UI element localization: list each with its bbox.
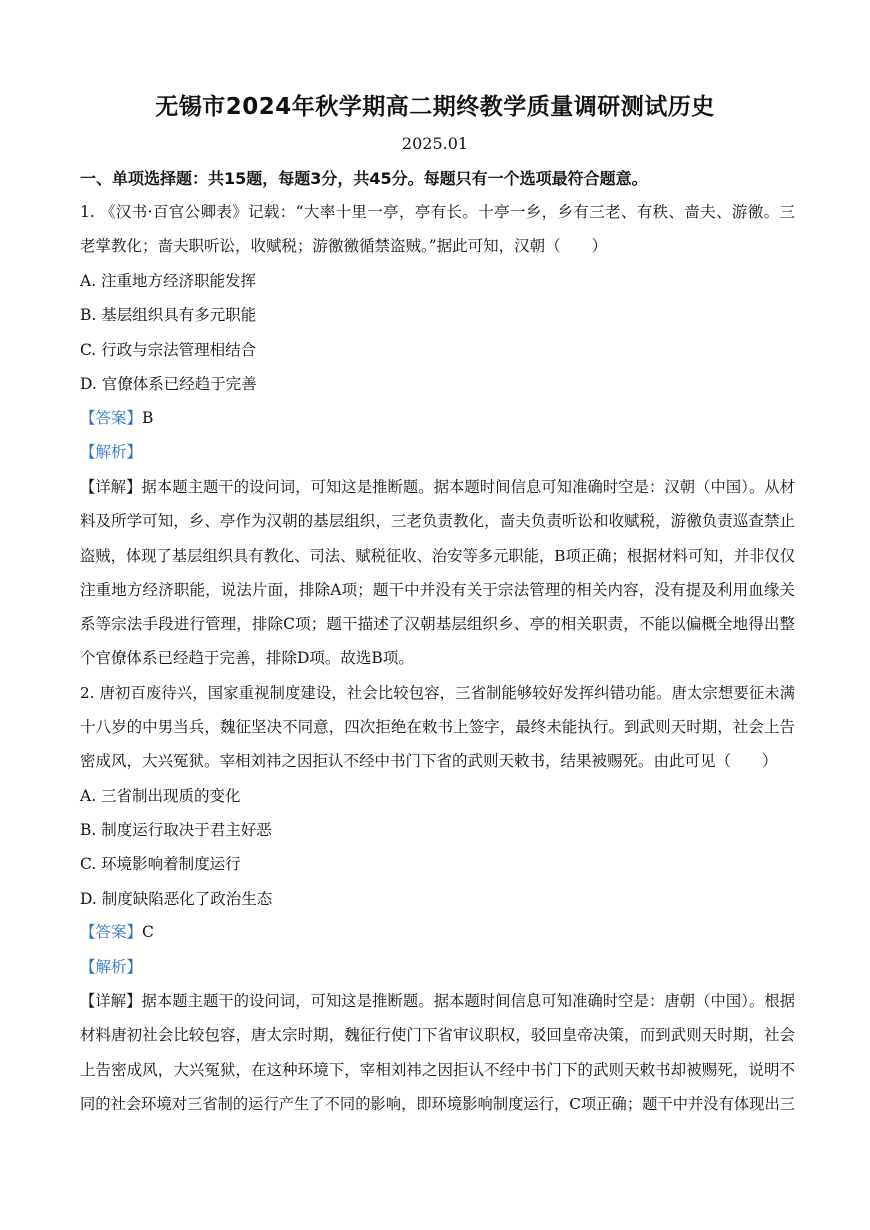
question-2-option-b: B. 制度运行取决于君主好恶 [80,821,272,839]
section-header: 一、单项选择题：共15题，每题3分，共45分。每题只有一个选项最符合题意。 [80,169,648,188]
question-2-detail-line-3: 上告密成风，大兴冤狱，在这种环境下，宰相刘祎之因拒认不经中书门下的武则天敕书却被赐死，说明不 [80,1061,795,1079]
document-title: 无锡市2024年秋学期高二期终教学质量调研测试历史 [155,94,715,120]
answer-tag: 【答案】 [80,409,143,427]
detail-text: 据本题主题干的设问词，可知这是推断题。据本题时间信息可知准确时空是：汉朝（中国）。从材 [141,478,796,496]
question-2-option-c: C. 环境影响着制度运行 [80,855,241,873]
question-2-stem-line-1: 2. 唐初百废待兴，国家重视制度建设，社会比较包容，三省制能够较好发挥纠错功能。唐太宗想要征未满 [80,684,795,702]
question-1-option-b: B. 基层组织具有多元职能 [80,306,257,324]
question-2-stem-line-3: 密成风，大兴冤狱。宰相刘祎之因拒认不经中书门下省的武则天敕书，结果被赐死。由此可见（ ） [80,752,778,770]
answer-value: C [142,923,154,941]
question-1-detail-line-5: 系等宗法手段进行管理，排除C项；题干描述了汉朝基层组织乡、亭的相关职责，不能以偏概全地得出整 [80,615,795,633]
question-1-stem-line-2: 老掌教化；啬夫职听讼，收赋税；游徼徼循禁盗贼。”据此可知，汉朝（ ） [80,237,608,255]
question-2-detail-line-2: 材料唐初社会比较包容，唐太宗时期，魏征行使门下省审议职权，驳回皇帝决策，而到武则天时期，社会 [80,1026,795,1044]
question-1-answer [80,407,795,429]
answer-tag: 【答案】 [80,923,143,941]
question-1-option-a: A. 注重地方经济职能发挥 [80,272,257,290]
question-1-detail-line-1 [80,476,795,498]
analysis-tag: 【解析】 [80,958,143,976]
detail-tag: 【详解】 [80,992,142,1010]
question-2-stem-line-2: 十八岁的中男当兵，魏征坚决不同意，四次拒绝在敕书上签字，最终未能执行。到武则天时期，社会上告 [80,718,795,736]
document-date: 2025.01 [401,134,469,153]
question-2-analysis [80,956,795,978]
question-2-detail-line-4: 同的社会环境对三省制的运行产生了不同的影响，即环境影响制度运行，C项正确；题干中并没有体现出三 [80,1095,795,1113]
question-1-detail-line-6: 个官僚体系已经趋于完善，排除D项。故选B项。 [80,649,414,667]
answer-value: B [142,409,154,427]
question-1-analysis [80,441,795,463]
question-1-detail-line-3: 盗贼，体现了基层组织具有教化、司法、赋税征收、治安等多元职能，B项正确；根据材料可知，并非仅仅 [80,547,795,565]
analysis-tag: 【解析】 [80,443,143,461]
question-1-option-c: C. 行政与宗法管理相结合 [80,341,257,359]
question-2-option-a: A. 三省制出现质的变化 [80,787,241,805]
question-1-detail-line-2: 料及所学可知，乡、亭作为汉朝的基层组织，三老负责教化，啬夫负责听讼和收赋税，游徼负责巡查禁止 [80,512,795,530]
question-1-stem-line-1: 1. 《汉书·百官公卿表》记载：“大率十里一亭，亭有长。十亭一乡，乡有三老、有秩、啬夫、游徼。三 [80,203,795,221]
question-2-detail-line-1 [80,990,795,1012]
question-1-option-d: D. 官僚体系已经趋于完善 [80,375,257,393]
detail-text: 据本题主题干的设问词，可知这是推断题。据本题时间信息可知准确时空是：唐朝（中国）。根据 [141,992,796,1010]
question-2-option-d: D. 制度缺陷恶化了政治生态 [80,890,273,908]
question-2-answer [80,921,795,943]
detail-tag: 【详解】 [80,478,142,496]
question-1-detail-line-4: 注重地方经济职能，说法片面，排除A项；题干中并没有关于宗法管理的相关内容，没有提及利用血缘关 [80,581,795,599]
